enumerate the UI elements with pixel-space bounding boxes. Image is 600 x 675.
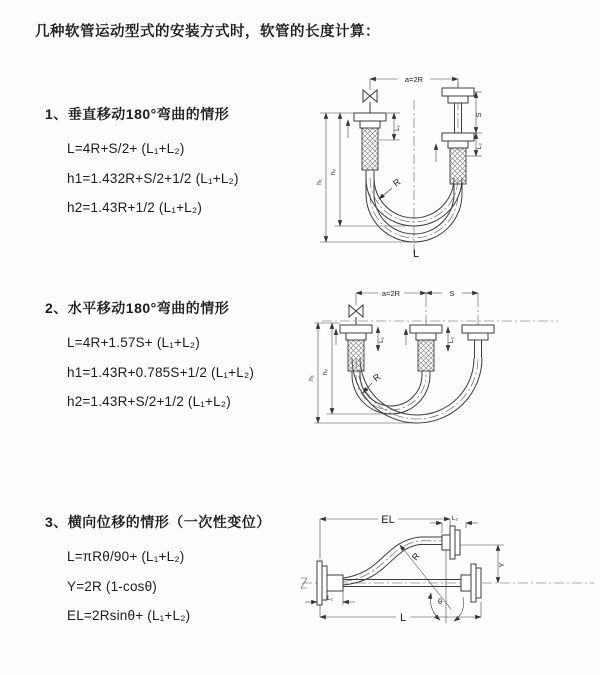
dim-label-el: EL bbox=[381, 514, 395, 526]
section-1-heading: 1、垂直移动180°弯曲的情形 bbox=[45, 106, 230, 122]
formula-line: h2=1.43R+S/2+1/2 (L₁+L₂) bbox=[67, 394, 231, 409]
formula-line: h2=1.43R+1/2 (L₁+L₂) bbox=[67, 200, 203, 215]
hose-curves bbox=[352, 358, 482, 423]
pipe-fittings bbox=[317, 526, 481, 605]
dim-label-l1: L₁ bbox=[327, 595, 333, 602]
braided-sections bbox=[348, 340, 434, 371]
formula-line: L=4R+1.57S+ (L₁+L₂) bbox=[67, 335, 200, 350]
dim-label-l2: L₂ bbox=[451, 515, 459, 522]
dim-label-a2r: a=2R bbox=[404, 75, 424, 84]
formula-line: h1=1.43R+0.785S+1/2 (L₁+L₂) bbox=[67, 364, 255, 380]
section-lateral-displacement bbox=[45, 512, 271, 631]
dim-label-l2: L₂ bbox=[448, 336, 455, 344]
section-2-heading: 2、水平移动180°弯曲的情形 bbox=[45, 300, 230, 316]
length-label: L bbox=[412, 248, 420, 260]
centerlines bbox=[370, 82, 458, 254]
dim-label-h1: h₁ bbox=[308, 375, 315, 381]
page-title: 几种软管运动型式的安装方式时，软管的长度计算： bbox=[35, 24, 380, 40]
diagram-lateral-displacement bbox=[298, 505, 600, 650]
diagram-vertical-180-bend bbox=[310, 66, 590, 261]
formula-line: Y=2R (1-cosθ) bbox=[67, 578, 158, 594]
dim-label-h1: h₁ bbox=[316, 179, 323, 185]
dim-label-h2: h₂ bbox=[322, 368, 329, 376]
dim-label-l2: L₂ bbox=[476, 142, 483, 150]
section-3-heading: 3、横向位移的情形（一次性变位） bbox=[45, 514, 271, 530]
dim-label-y: Y bbox=[497, 562, 506, 568]
valve-icon bbox=[349, 305, 363, 317]
dim-label-s: S bbox=[449, 289, 455, 298]
formula-line: EL=2Rsinθ+ (L₁+L₂) bbox=[67, 608, 191, 623]
dim-label-l1: L₁ bbox=[378, 337, 385, 343]
angle-label: θ bbox=[438, 597, 443, 606]
dim-label-s: S bbox=[474, 112, 483, 118]
dim-label-a2r: a=2R bbox=[381, 289, 401, 298]
angle-arc bbox=[454, 597, 464, 621]
radius-label: R bbox=[391, 176, 403, 189]
formula-line: h1=1.432R+S/2+1/2 (L₁+L₂) bbox=[67, 170, 239, 186]
radius-label: R bbox=[371, 371, 383, 384]
valve-icon bbox=[363, 90, 377, 102]
section-vertical-180 bbox=[45, 104, 239, 223]
section-horizontal-180 bbox=[45, 298, 254, 417]
dim-label-l: L bbox=[399, 612, 407, 624]
dim-label-l1: L₁ bbox=[394, 125, 401, 131]
radius-label: R bbox=[409, 550, 422, 563]
dim-label-h2: h₂ bbox=[330, 168, 337, 176]
formula-line: L=πRθ/90+ (L₁+L₂) bbox=[67, 549, 185, 564]
formula-line: L=4R+S/2+ (L₁+L₂) bbox=[67, 141, 185, 156]
diagram-horizontal-180-bend bbox=[306, 283, 598, 468]
